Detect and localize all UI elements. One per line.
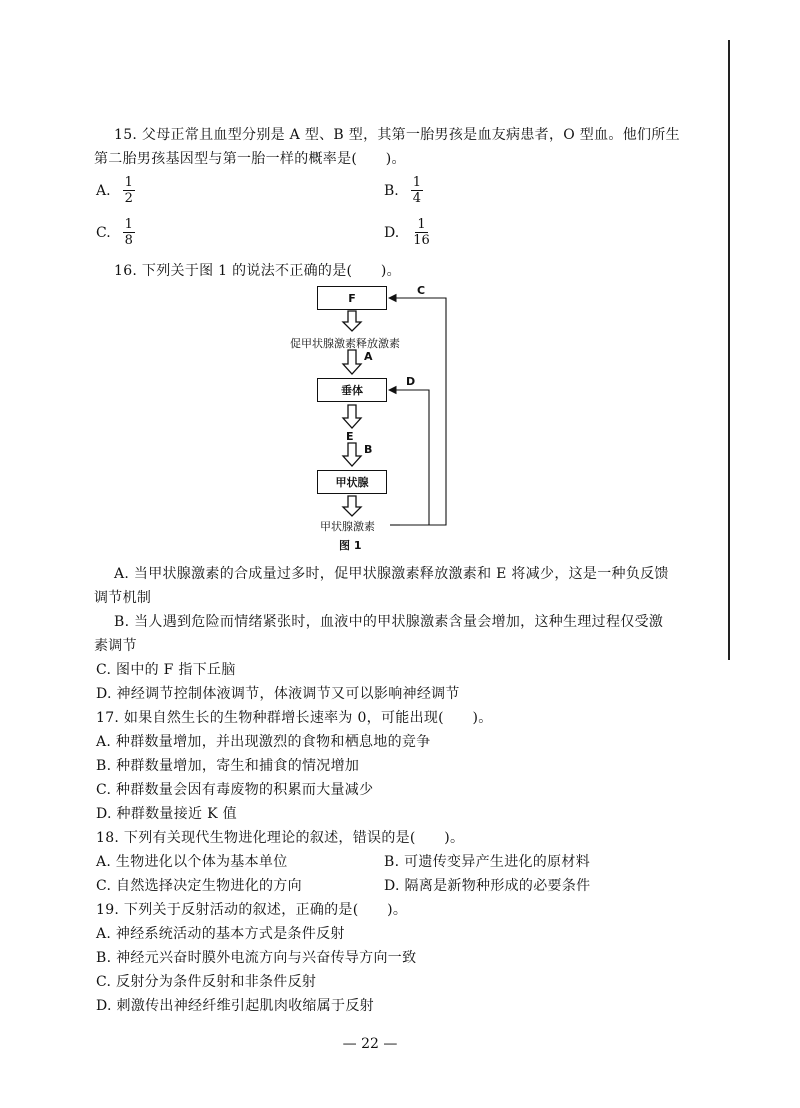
fraction: $\frac{1}{2}$	[124, 175, 133, 206]
q16-option-b-line2: 素调节	[94, 638, 137, 654]
q18-option-a: A. 生物进化以个体为基本单位	[96, 854, 288, 870]
page-number: — 22 —	[342, 1036, 398, 1052]
q16-option-d: D. 神经调节控制体液调节，体液调节又可以影响神经调节	[96, 686, 460, 702]
q17-option-a: A. 种群数量增加，并出现激烈的食物和栖息地的竞争	[96, 734, 431, 750]
fraction: $\frac{1}{4}$	[412, 175, 422, 206]
q17-stem: 17. 如果自然生长的生物种群增长速率为 0，可能出现( )。	[96, 710, 493, 726]
q16-option-a-line2: 调节机制	[94, 590, 152, 606]
feedback-line-d	[389, 390, 429, 525]
q15-option-b: B. $\frac{1}{4}$	[384, 175, 422, 206]
fraction: $\frac{1}{16}$	[413, 217, 430, 248]
diagram-label-a: A	[364, 350, 373, 363]
q15-option-d: D. $\frac{1}{16}$	[384, 217, 430, 248]
q15-option-c: C. $\frac{1}{8}$	[96, 217, 133, 248]
diagram-box-thyroid: 甲状腺	[317, 470, 387, 494]
diagram-box-f: F	[317, 286, 387, 310]
diagram-label-thyroxine: 甲状腺激素	[320, 520, 375, 533]
arrow-b-to-thyroid	[343, 443, 361, 466]
diagram-label-d: D	[406, 375, 416, 388]
q17-option-d: D. 种群数量接近 K 值	[96, 806, 237, 822]
diagram-label-trh: 促甲状腺激素释放激素	[290, 337, 400, 350]
q19-option-d: D. 刺激传出神经纤维引起肌肉收缩属于反射	[96, 998, 374, 1014]
figure-caption: 图 1	[339, 539, 362, 552]
fraction: $\frac{1}{8}$	[124, 217, 133, 248]
q16-option-b-line1: B. 当人遇到危险而情绪紧张时，血液中的甲状腺激素含量会增加，这种生理过程仅受激	[114, 614, 664, 630]
q19-stem: 19. 下列关于反射活动的叙述，正确的是( )。	[96, 902, 408, 918]
q19-option-c: C. 反射分为条件反射和非条件反射	[96, 974, 317, 990]
q18-option-b: B. 可遗传变异产生进化的原材料	[384, 854, 590, 870]
diagram-box-pituitary: 垂体	[317, 378, 387, 402]
q18-stem: 18. 下列有关现代生物进化理论的叙述，错误的是( )。	[96, 830, 465, 846]
q19-option-b: B. 神经元兴奋时膜外电流方向与兴奋传导方向一致	[96, 950, 417, 966]
q19-option-a: A. 神经系统活动的基本方式是条件反射	[96, 926, 345, 942]
q17-option-c: C. 种群数量会因有毒废物的积累而大量减少	[96, 782, 374, 798]
q18-option-d: D. 隔离是新物种形成的必要条件	[384, 878, 591, 894]
q17-option-b: B. 种群数量增加，寄生和捕食的情况增加	[96, 758, 360, 774]
q16-stem: 16. 下列关于图 1 的说法不正确的是( )。	[114, 263, 401, 279]
diagram-label-e: E	[346, 430, 354, 443]
q15-stem-line1: 15. 父母正常且血型分别是 A 型、B 型，其第一胎男孩是血友病患者，O 型血。他们所生	[114, 127, 680, 143]
q16-option-c: C. 图中的 F 指下丘脑	[96, 662, 236, 678]
arrow-f-to-trh	[343, 311, 361, 331]
q16-option-a-line1: A. 当甲状腺激素的合成量过多时，促甲状腺激素释放激素和 E 将减少，这是一种负反馈	[114, 566, 669, 582]
arrow-a-to-pituitary	[343, 350, 361, 374]
feedback-line-c	[389, 298, 446, 525]
q15-stem-line2: 第二胎男孩基因型与第一胎一样的概率是( )。	[94, 151, 406, 167]
arrow-pituitary-to-e	[343, 405, 361, 428]
q18-option-c: C. 自然选择决定生物进化的方向	[96, 878, 302, 894]
diagram-label-c: C	[417, 284, 426, 297]
diagram-label-b: B	[364, 443, 373, 456]
q15-option-a: A. $\frac{1}{2}$	[96, 175, 133, 206]
arrow-thyroid-to-hormone	[343, 496, 361, 516]
